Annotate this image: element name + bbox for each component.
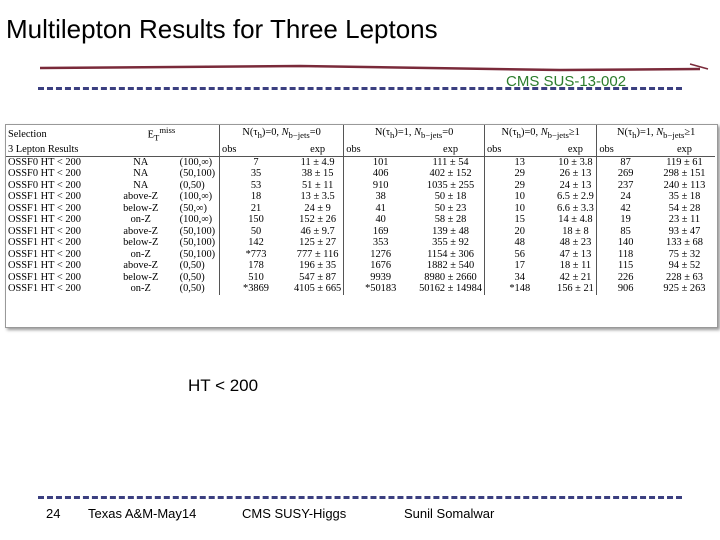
footer-group: CMS SUSY-Higgs — [242, 506, 347, 521]
table-cell: 24 — [597, 191, 654, 203]
table-cell: 111 ± 54 — [432, 156, 469, 168]
table-header-row-1 — [6, 125, 715, 144]
table-cell: 8980 ± 2660 — [424, 271, 477, 283]
table-row — [6, 180, 715, 192]
table-cell: 75 ± 32 — [668, 248, 701, 260]
table-cell: 178 — [220, 260, 292, 272]
table-cell: 87 — [597, 156, 654, 168]
table-cell: 1882 ± 540 — [426, 260, 475, 272]
table-cell: 19 — [597, 214, 654, 226]
table-cell: 4105 ± 665 — [293, 283, 342, 295]
table-cell: 17 — [484, 260, 554, 272]
table-cell: 50 ± 23 — [434, 202, 467, 214]
footer-event: Texas A&M-May14 — [88, 506, 197, 521]
table-cell: 10 — [484, 203, 554, 215]
table-cell: 1035 ± 255 — [426, 179, 475, 191]
table-cell: above-Z — [123, 225, 159, 237]
reference-label: CMS SUS-13-002 — [506, 73, 627, 90]
results-table-image — [5, 124, 718, 328]
table-cell: 1676 — [344, 260, 417, 272]
table-cell: (0,50) — [179, 260, 205, 272]
table-cell: *3869 — [220, 283, 292, 295]
table-cell: below-Z — [123, 237, 159, 249]
header-3lepton: 3 Lepton Results — [6, 144, 104, 156]
table-cell: OSSF1 HT < 200 — [8, 260, 81, 272]
table-cell: above-Z — [123, 260, 159, 272]
header-obs: obs — [220, 144, 292, 156]
header-selection: Selection — [8, 128, 47, 140]
results-table — [6, 125, 715, 295]
table-cell: 24 ± 9 — [304, 202, 331, 214]
table-cell: (0,50) — [179, 179, 205, 191]
table-cell: 18 — [220, 191, 292, 203]
table-cell: 56 — [484, 249, 554, 261]
table-cell: below-Z — [123, 271, 159, 283]
table-cell: 29 — [484, 180, 554, 192]
header-obs: obs — [344, 144, 417, 156]
table-cell: 58 ± 28 — [434, 214, 467, 226]
table-cell: 48 ± 23 — [559, 237, 592, 249]
table-cell: OSSF1 HT < 200 — [8, 271, 81, 283]
table-row — [6, 168, 715, 180]
header-exp: exp — [292, 144, 344, 156]
table-cell: 13 ± 3.5 — [300, 191, 335, 203]
table-cell: 152 ± 26 — [299, 214, 337, 226]
table-cell: 10 ± 3.8 — [558, 156, 593, 168]
header-empty — [104, 144, 178, 156]
table-cell: 20 — [484, 226, 554, 238]
table-cell: 94 ± 52 — [668, 260, 701, 272]
table-cell: 910 — [344, 180, 417, 192]
table-cell: 355 ± 92 — [432, 237, 469, 249]
table-cell: 7 — [220, 156, 292, 168]
table-cell: 15 — [484, 214, 554, 226]
table-cell: 24 ± 13 — [559, 179, 592, 191]
table-cell: 228 ± 63 — [666, 271, 703, 283]
table-row — [6, 260, 715, 272]
table-row — [6, 272, 715, 284]
header-met: $E_T^{miss}$ — [147, 125, 176, 143]
table-cell: 150 — [220, 214, 292, 226]
table-row — [6, 283, 715, 295]
table-cell: 53 — [220, 180, 292, 192]
table-cell: OSSF1 HT < 200 — [8, 237, 81, 249]
table-cell: OSSF1 HT < 200 — [8, 191, 81, 203]
header-group-4: $N(\tau_h)=1$, $N_{b-jets}\ge 1$ — [597, 125, 715, 144]
table-cell: 1154 ± 306 — [427, 248, 474, 260]
table-cell: OSSF1 HT < 200 — [8, 214, 81, 226]
table-cell: 11 ± 4.9 — [300, 156, 335, 168]
table-cell: (50,100) — [179, 237, 216, 249]
table-cell: 142 — [220, 237, 292, 249]
table-cell: 906 — [597, 283, 654, 295]
table-cell: 101 — [344, 156, 417, 168]
table-cell: 18 ± 11 — [559, 260, 592, 272]
table-cell: OSSF1 HT < 200 — [8, 202, 81, 214]
table-cell: (0,50) — [179, 283, 205, 295]
table-cell: 13 — [484, 156, 554, 168]
table-cell: 226 — [597, 272, 654, 284]
table-cell: 125 ± 27 — [299, 237, 337, 249]
table-cell: (50,100) — [179, 168, 216, 180]
table-cell: 18 ± 8 — [562, 225, 589, 237]
table-cell: 240 ± 113 — [663, 179, 706, 191]
table-cell: 133 ± 68 — [666, 237, 703, 249]
header-group-2: $N(\tau_h)=1$, $N_{b-jets}=0$ — [344, 125, 485, 144]
table-row — [6, 156, 715, 168]
table-cell: 35 — [220, 168, 292, 180]
table-cell: 14 ± 4.8 — [558, 214, 593, 226]
header-obs: obs — [484, 144, 554, 156]
table-cell: 298 ± 151 — [663, 168, 706, 180]
table-cell: 156 ± 21 — [557, 283, 594, 295]
table-cell: (100,∞) — [179, 214, 213, 226]
table-cell: 6.5 ± 2.9 — [557, 191, 594, 203]
table-cell: 41 — [344, 203, 417, 215]
table-cell: 269 — [597, 168, 654, 180]
table-cell: 38 — [344, 191, 417, 203]
table-cell: OSSF1 HT < 200 — [8, 248, 81, 260]
table-cell: above-Z — [123, 191, 159, 203]
table-cell: 402 ± 152 — [429, 168, 472, 180]
table-cell: 353 — [344, 237, 417, 249]
table-cell: 47 ± 13 — [559, 248, 592, 260]
table-cell: OSSF0 HT < 200 — [8, 179, 81, 191]
footer-author: Sunil Somalwar — [404, 506, 495, 521]
table-cell: 118 — [597, 249, 654, 261]
table-cell: on-Z — [130, 248, 151, 260]
table-cell: 35 ± 18 — [668, 191, 701, 203]
table-cell: 547 ± 87 — [299, 271, 337, 283]
bottom-dashed-rule — [38, 496, 682, 499]
table-cell: *148 — [484, 283, 554, 295]
table-cell: (0,50) — [179, 271, 205, 283]
table-cell: 40 — [344, 214, 417, 226]
table-row — [6, 237, 715, 249]
table-cell: (100,∞) — [179, 156, 213, 168]
table-cell: 34 — [484, 272, 554, 284]
table-cell: on-Z — [130, 283, 151, 295]
table-cell: 51 ± 11 — [301, 179, 334, 191]
table-cell: (50,100) — [179, 225, 216, 237]
header-exp: exp — [654, 144, 715, 156]
table-cell: 169 — [344, 226, 417, 238]
table-cell: 196 ± 35 — [299, 260, 337, 272]
table-cell: 42 — [597, 203, 654, 215]
table-cell: below-Z — [123, 202, 159, 214]
header-empty — [178, 144, 220, 156]
table-cell: 50 — [220, 226, 292, 238]
table-cell: 93 ± 47 — [668, 225, 701, 237]
table-cell: 26 ± 13 — [559, 168, 592, 180]
table-cell: 38 ± 15 — [301, 168, 334, 180]
table-cell: OSSF0 HT < 200 — [8, 168, 81, 180]
header-group-1: $N(\tau_h)=0$, $N_{b-jets}=0$ — [220, 125, 344, 144]
table-cell: 48 — [484, 237, 554, 249]
table-cell: 6.6 ± 3.3 — [557, 202, 594, 214]
table-cell: 925 ± 263 — [663, 283, 706, 295]
table-cell: 21 — [220, 203, 292, 215]
table-cell: (100,∞) — [179, 191, 213, 203]
table-cell: OSSF1 HT < 200 — [8, 225, 81, 237]
table-cell: 139 ± 48 — [432, 225, 469, 237]
slide-title: Multilepton Results for Three Leptons — [6, 14, 438, 44]
caption-ht: HT < 200 — [188, 376, 259, 395]
table-cell: NA — [133, 168, 149, 180]
table-cell: (50,∞) — [179, 202, 207, 214]
table-cell: OSSF1 HT < 200 — [8, 283, 81, 295]
table-cell: 50 ± 18 — [434, 191, 467, 203]
header-obs: obs — [597, 144, 654, 156]
table-row — [6, 191, 715, 203]
table-cell: (50,100) — [179, 248, 216, 260]
table-cell: 237 — [597, 180, 654, 192]
table-cell: 10 — [484, 191, 554, 203]
table-cell: on-Z — [130, 214, 151, 226]
table-cell: 46 ± 9.7 — [300, 225, 335, 237]
table-cell: 406 — [344, 168, 417, 180]
table-cell: 23 ± 11 — [668, 214, 701, 226]
table-row — [6, 203, 715, 215]
table-cell: NA — [133, 179, 149, 191]
table-cell: 42 ± 21 — [559, 271, 592, 283]
table-cell: *50183 — [344, 283, 417, 295]
table-cell: 140 — [597, 237, 654, 249]
footer-page-number: 24 — [46, 506, 61, 521]
table-cell: 115 — [597, 260, 654, 272]
header-group-3: $N(\tau_h)=0$, $N_{b-jets}\ge 1$ — [484, 125, 596, 144]
header-exp: exp — [555, 144, 597, 156]
table-cell: 50162 ± 14984 — [419, 283, 482, 295]
table-cell: OSSF0 HT < 200 — [8, 156, 81, 168]
title-underline — [0, 0, 720, 80]
table-row — [6, 214, 715, 226]
table-cell: 54 ± 28 — [668, 202, 701, 214]
table-cell: 29 — [484, 168, 554, 180]
table-cell: 777 ± 116 — [296, 248, 339, 260]
table-header-row-2 — [6, 144, 715, 156]
table-cell: 510 — [220, 272, 292, 284]
table-row — [6, 249, 715, 261]
table-cell: *773 — [220, 249, 292, 261]
table-cell: 9939 — [344, 272, 417, 284]
table-cell: NA — [133, 156, 149, 168]
table-row — [6, 226, 715, 238]
table-cell: 119 ± 61 — [666, 156, 703, 168]
header-exp: exp — [417, 144, 484, 156]
table-cell: 1276 — [344, 249, 417, 261]
table-cell: 85 — [597, 226, 654, 238]
